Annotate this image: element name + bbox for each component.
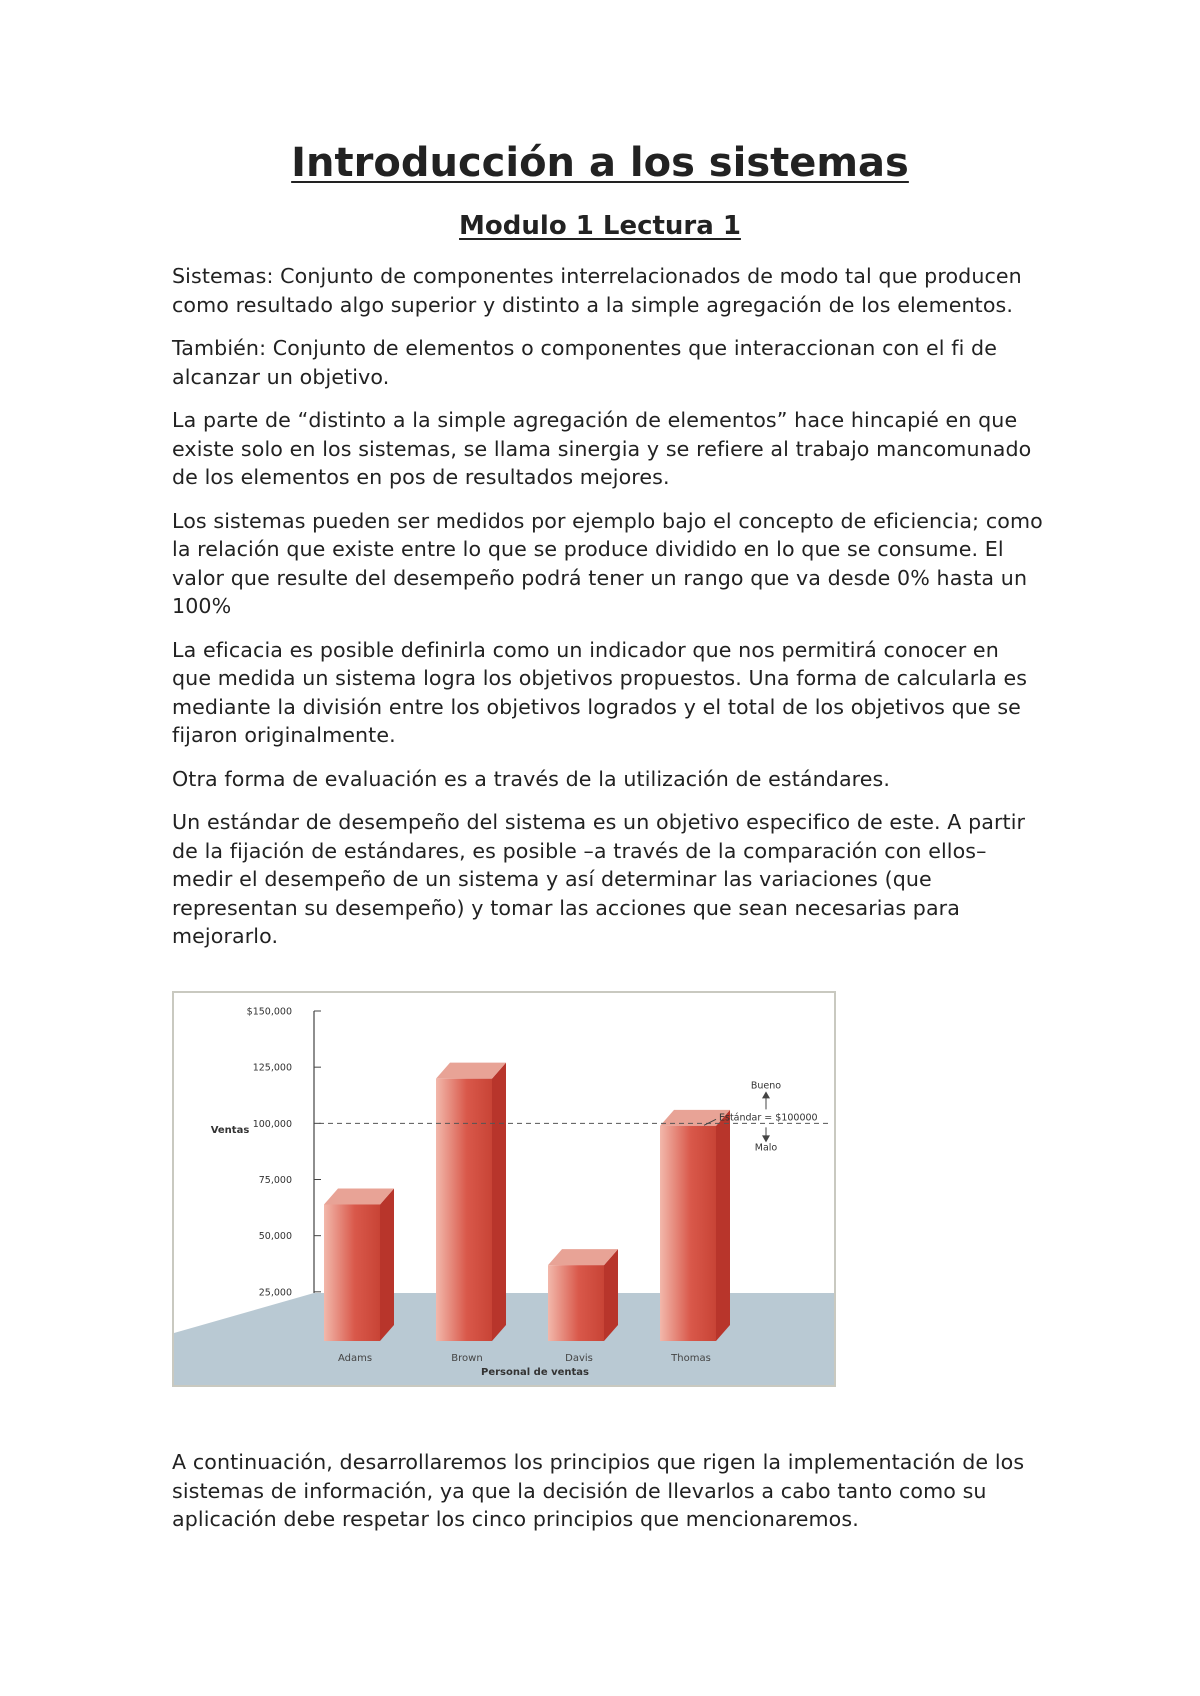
y-tick-label: $150,000 bbox=[246, 1006, 292, 1018]
bar-brown bbox=[436, 1063, 506, 1341]
bueno-label: Bueno bbox=[750, 1080, 782, 1092]
paragraph-estandar-desempeno: Un estándar de desempeño del sistema es un objetivo especifico de este. A partir de la fijación de estándares, es posible –a través de la comparación con ellos– medir el desempeño de un sistema y así determinar las variaciones (que representan su desempeño) y tomar las acciones que sean necesarias para mejorarlo. bbox=[172, 810, 1026, 948]
paragraph-eficacia: La eficacia es posible definirla como un indicador que nos permitirá conocer en que medida un sistema logra los objetivos propuestos. Una forma de calcularla es mediante la división entre los objetivos logrados y el total de los objetivos que se fijaron originalmente. bbox=[172, 637, 1028, 747]
closing-text bbox=[172, 1448, 1044, 1549]
document-title: Introducción a los sistemas bbox=[291, 140, 909, 186]
malo-label: Malo bbox=[754, 1142, 778, 1154]
bar-side bbox=[380, 1188, 394, 1341]
sales-chart bbox=[172, 991, 836, 1387]
document-subtitle: Modulo 1 Lectura 1 bbox=[459, 211, 741, 241]
paragraph-continuacion: A continuación, desarrollaremos los principios que rigen la implementación de los sistemas de información, ya que la decisión de llevarlos a cabo tanto como su aplicación debe respetar los cinco principios que mencionaremos. bbox=[172, 1450, 1025, 1531]
y-axis-title: Ventas bbox=[210, 1125, 250, 1136]
x-axis-title: Personal de ventas bbox=[481, 1367, 589, 1378]
paragraph-estandares: Otra forma de evaluación es a través de la utilización de estándares. bbox=[172, 766, 891, 791]
bar-side bbox=[492, 1063, 506, 1341]
bar-side bbox=[604, 1249, 618, 1341]
paragraph-eficiencia: Los sistemas pueden ser medidos por ejemplo bajo el concepto de eficiencia; como la relación que existe entre lo que se produce dividido en lo que se consume. El valor que resulte del desempeño podrá tener un rango que va desde 0% hasta un 100% bbox=[172, 508, 1043, 618]
x-tick-label: Adams bbox=[337, 1353, 373, 1364]
bar-front bbox=[436, 1079, 492, 1341]
bar-front bbox=[660, 1126, 716, 1341]
bar-adams bbox=[324, 1188, 394, 1341]
y-tick-label: 50,000 bbox=[258, 1231, 292, 1243]
y-tick-label: 75,000 bbox=[258, 1175, 292, 1186]
paragraph-sistemas: Sistemas: Conjunto de componentes interrelacionados de modo tal que producen como resultado algo superior y distinto a la simple agregación de los elementos. bbox=[172, 264, 1022, 317]
standard-label: Estándar = $100000 bbox=[719, 1112, 818, 1124]
bar-front bbox=[548, 1265, 604, 1341]
y-tick-label: 25,000 bbox=[258, 1287, 292, 1299]
body-text bbox=[172, 262, 1044, 966]
bar-side bbox=[716, 1110, 730, 1341]
bar-thomas bbox=[660, 1110, 730, 1341]
x-tick-label: Thomas bbox=[671, 1353, 711, 1364]
bar-front bbox=[324, 1204, 380, 1341]
sales-chart-svg bbox=[174, 993, 834, 1385]
x-tick-label: Brown bbox=[451, 1353, 483, 1364]
y-tick-label: 125,000 bbox=[252, 1062, 292, 1074]
paragraph-sinergia: La parte de “distinto a la simple agregación de elementos” hace hincapié en que existe solo en los sistemas, se llama sinergia y se refiere al trabajo mancomunado de los elementos en pos de resultados mejores. bbox=[172, 408, 1032, 489]
paragraph-tambien: También: Conjunto de elementos o componentes que interaccionan con el fi de alcanzar un objetivo. bbox=[172, 336, 998, 389]
bar-davis bbox=[548, 1249, 618, 1341]
y-tick-label: 100,000 bbox=[252, 1118, 292, 1130]
x-tick-label: Davis bbox=[565, 1353, 593, 1364]
